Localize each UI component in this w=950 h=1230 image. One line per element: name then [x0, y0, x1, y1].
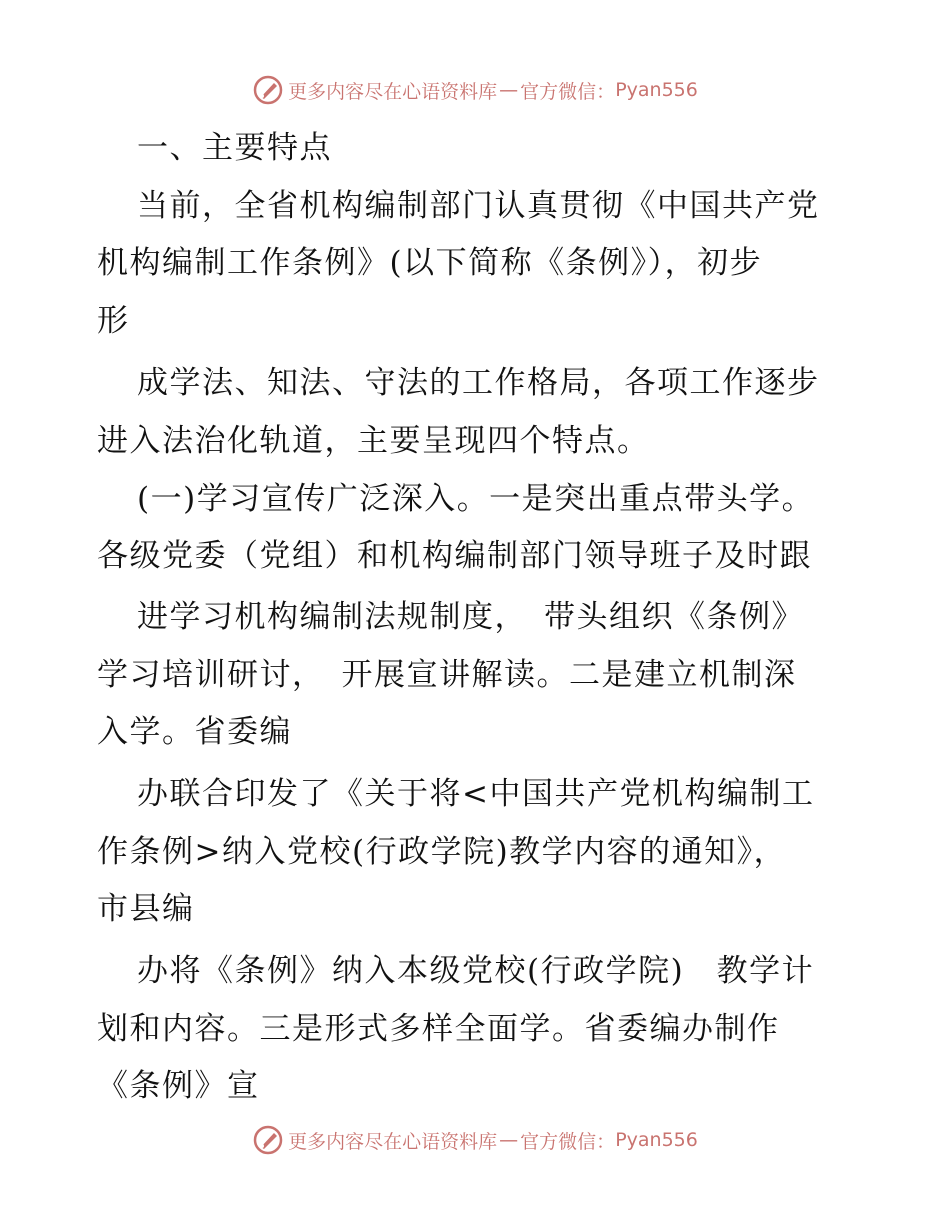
paragraph-line: 各级党委（党组）和机构编制部门领导班子及时跟: [97, 538, 812, 574]
paragraph-line: 市县编: [97, 891, 195, 927]
paragraph-line: 机构编制工作条例》(以下简称《条例》），初步: [97, 245, 763, 281]
watermark-text: 更多内容尽在心语资料库: [288, 80, 498, 103]
watermark-id: Pyan556: [615, 79, 698, 101]
paragraph-line: 当前，全省机构编制部门认真贯彻《中国共产党: [137, 188, 820, 224]
paragraph-line: (一)学习宣传广泛深入。一是突出重点带头学。: [137, 481, 815, 517]
pen-logo-icon: [252, 74, 284, 106]
paragraph-line: 进学习机构编制法规制度， 带头组织《条例》: [137, 599, 804, 635]
paragraph-line: 形: [97, 303, 130, 339]
watermark-footer: [0, 1120, 950, 1160]
paragraph-line: 《条例》宣: [97, 1068, 260, 1104]
watermark-text: 更多内容尽在心语资料库: [288, 1130, 498, 1153]
watermark-official: 官方微信：: [520, 80, 616, 103]
watermark-dash: —: [499, 1129, 519, 1151]
paragraph-line: 划和内容。三是形式多样全面学。省委编办制作: [97, 1011, 780, 1047]
watermark-header: [0, 70, 950, 110]
watermark-dash: —: [499, 79, 519, 101]
section-heading: 一、主要特点: [137, 130, 332, 166]
paragraph-line: 办联合印发了《关于将<中国共产党机构编制工: [137, 776, 815, 812]
paragraph-line: 办将《条例》纳入本级党校(行政学院) 教学计: [137, 953, 815, 989]
paragraph-line: 成学法、知法、守法的工作格局，各项工作逐步: [137, 365, 820, 401]
paragraph-line: 作条例>纳入党校(行政学院)教学内容的通知》，: [97, 834, 787, 870]
paragraph-line: 入学。省委编: [97, 714, 292, 750]
pen-logo-icon: [252, 1124, 284, 1156]
paragraph-line: 进入法治化轨道，主要呈现四个特点。: [97, 423, 650, 459]
paragraph-line: 学习培训研讨， 开展宣讲解读。二是建立机制深: [97, 657, 797, 693]
watermark-id: Pyan556: [615, 1129, 698, 1151]
watermark-official: 官方微信：: [520, 1130, 616, 1153]
